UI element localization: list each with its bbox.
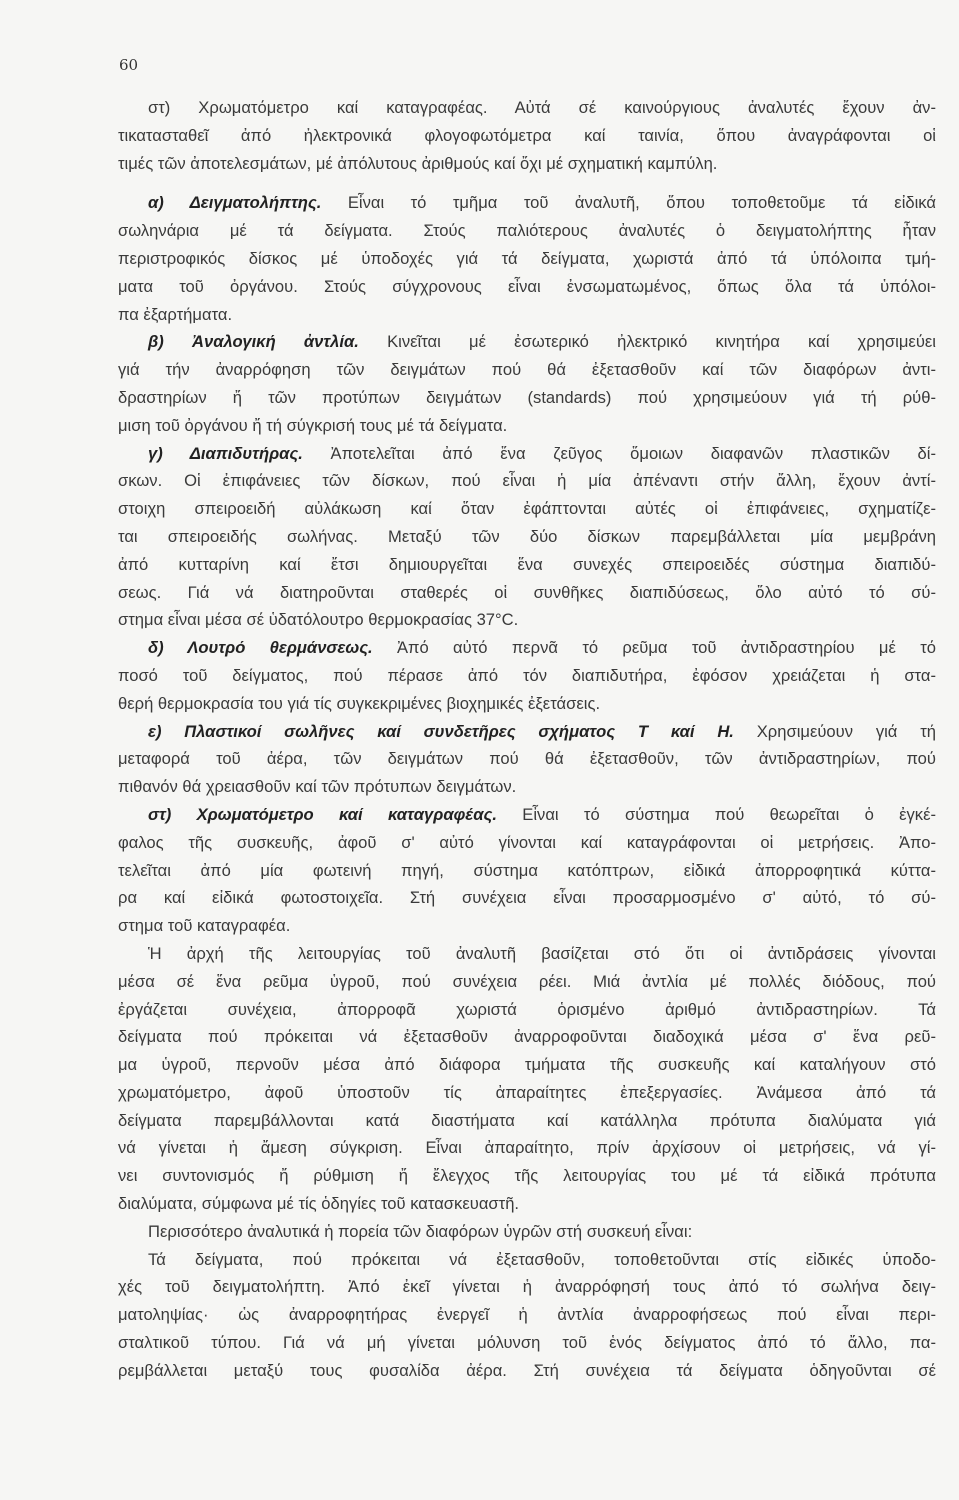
- line-text: μα ὑγροῦ, περνοῦν μέσα ἀπό διάφορα τμήματα τῆς συσκευῆς καί καταλήγουν στό: [118, 1055, 936, 1075]
- text-line: [118, 1023, 936, 1051]
- line-text: Περισσότερο ἀναλυτικά ἡ πορεία τῶν διαφόρων ὑγρῶν στή συσκευή εἶναι:: [148, 1221, 693, 1241]
- text-line: [118, 1162, 936, 1190]
- line-text: στοιχη σπειροειδή αὐλάκωση καί ὅταν ἐφάπτονται αὐτές οἱ ἐπιφάνειες, σχηματίζε-: [118, 499, 936, 519]
- line-text: μέσα σέ ἕνα ρεῦμα ὑγροῦ, πού συνέχεια ρέει. Μιά ἀντλία μέ πολλές διόδους, πού: [118, 971, 936, 991]
- text-line: [118, 94, 936, 122]
- line-text: ποσό τοῦ δείγματος, πού πέρασε ἀπό τόν διαπιδυτήρα, ἐφόσον χρειάζεται ἡ στα-: [118, 665, 936, 685]
- text-line: [118, 579, 936, 607]
- line-text: Κινεῖται μέ ἐσωτερικό ἠλεκτρικό κινητήρα καί χρησιμεύει: [358, 332, 936, 352]
- text-line: [118, 606, 936, 634]
- line-text: ἀπό κυτταρίνη καί ἔτσι δημιουργεῖται ἕνα συνεχές σπειροειδές σύστημα διαπιδύ-: [118, 554, 936, 574]
- text-line: [118, 718, 936, 746]
- line-text: χές τοῦ δειγματολήπτη. Ἀπό ἐκεῖ γίνεται ἡ ἀναρρόφησή τους ἀπό τό σωλήνα δειγ-: [118, 1277, 936, 1297]
- section-heading: ε) Πλαστικοί σωλῆνες καί συνδετῆρες σχήματος Τ καί Η.: [148, 721, 734, 741]
- text-line: [118, 150, 936, 178]
- line-text: ται σπειροειδής σωλήνας. Μεταξύ τῶν δύο δίσκων παρεμβάλλεται μία μεμβράνη: [118, 526, 936, 546]
- text-line: [118, 412, 936, 440]
- text-line: [118, 1273, 936, 1301]
- line-text: Ἡ ἀρχή τῆς λειτουργίας τοῦ ἀναλυτῆ βασίζεται στό ὅτι οἱ ἀντιδράσεις γίνονται: [148, 943, 936, 963]
- line-text: στημα εἶναι μέσα σέ ὑδατόλουτρο θερμοκρασίας 37°C.: [118, 610, 519, 630]
- text-line: [118, 467, 936, 495]
- line-text: χρωματόμετρο, ἀφοῦ ὑποστοῦν τίς ἀπαραίτητες ἐπεξεργασίες. Ἀνάμεσα ἀπό τά: [118, 1082, 936, 1102]
- line-text: σκων. Οἱ ἐπιφάνειες τῶν δίσκων, πού εἶναι ἡ μία ἀπέναντι στήν ἄλλη, ἔχουν ἀντί-: [118, 471, 936, 491]
- text-line: [118, 356, 936, 384]
- text-line: [118, 857, 936, 885]
- line-text: τελεῖται ἀπό μία φωτεινή πηγή, σύστημα κατόπτρων, εἰδικά ἀπορροφητικά κύττα-: [118, 860, 936, 880]
- line-text: πα ἐξαρτήματα.: [118, 304, 233, 324]
- line-text: περιστροφικός δίσκος μέ ὑποδοχές γιά τά δείγματα, χωριστά ἀπό τά ὑπόλοιπα τμή-: [118, 248, 936, 268]
- line-text: τιμές τῶν ἀποτελεσμάτων, μέ ἀπόλυτους ἀριθμούς καί ὄχι μέ σχηματική καμπύλη.: [118, 153, 718, 173]
- text-line: [118, 634, 936, 662]
- text-line: [118, 996, 936, 1024]
- text-line: [118, 495, 936, 523]
- line-text: νά γίνεται ἡ ἄμεση σύγκριση. Εἶναι ἀπαραίτητο, πρίν ἀρχίσουν οἱ μετρήσεις, νά γί-: [118, 1138, 936, 1158]
- text-line: [118, 1218, 936, 1246]
- text-line: [118, 1079, 936, 1107]
- line-text: δραστηρίων ἤ τῶν προτύπων δειγμάτων (standards) πού χρησιμεύουν γιά τή ρύθ-: [118, 387, 936, 407]
- line-text: σεως. Γιά νά διατηροῦνται σταθερές οἱ συνθῆκες διαπιδύσεως, ὅλο αὐτό τό σύ-: [118, 582, 936, 602]
- text-line: [118, 884, 936, 912]
- section-heading: δ) Λουτρό θερμάνσεως.: [148, 638, 373, 658]
- line-text: στ) Χρωματόμετρο καί καταγραφέας. Αὐτά σέ καινούργιους ἀναλυτές ἔχουν ἀν-: [148, 98, 936, 117]
- line-text: Τά δείγματα, πού πρόκειται νά ἐξετασθοῦν, τοποθετοῦνται στίς εἰδικές ὑποδο-: [148, 1249, 936, 1269]
- line-text: Εἶναι τό σύστημα πού θεωρεῖται ὁ ἐγκέ-: [496, 804, 937, 824]
- text-line: [118, 690, 936, 718]
- text-line: [118, 301, 936, 329]
- text-line: [118, 551, 936, 579]
- text-line: [118, 523, 936, 551]
- section-heading: στ) Χρωματόμετρο καί καταγραφέας.: [148, 804, 497, 824]
- line-text: στημα τοῦ καταγραφέα.: [118, 916, 291, 936]
- text-line: [118, 122, 936, 150]
- line-text: ἐργάζεται συνέχεια, ἀπορροφᾶ χωριστά ὁρισμένο ἀριθμό ἀντιδραστηρίων. Τά: [118, 999, 936, 1019]
- text-line: [118, 940, 936, 968]
- text-line: [118, 1107, 936, 1135]
- text-line: [118, 1301, 936, 1329]
- line-text: νει συντονισμός ἤ ρύθμιση ἤ ἔλεγχος τῆς λειτουργίας του μέ τά εἰδικά πρότυπα: [118, 1166, 936, 1186]
- section-heading: α) Δειγματολήπτης.: [148, 193, 322, 213]
- page-number: 60: [119, 56, 139, 74]
- line-text: θερή θερμοκρασία του γιά τίς συγκεκριμένες βιοχημικές ἐξετάσεις.: [118, 693, 601, 713]
- line-text: σταλτικοῦ τύπου. Γιά νά μή γίνεται μόλυνση τοῦ ἑνός δείγματος ἀπό τό ἄλλο, πα-: [118, 1333, 936, 1353]
- line-text: Ἀποτελεῖται ἀπό ἕνα ζεῦγος ὅμοιων διαφανῶν πλαστικῶν δί-: [302, 443, 937, 463]
- line-text: μεταφορά τοῦ ἀέρα, τῶν δειγμάτων πού θά ἐξετασθοῦν, τῶν ἀντιδραστηρίων, πού: [118, 749, 936, 769]
- text-line: [118, 801, 936, 829]
- line-text: πιθανόν θά χρειασθοῦν καί τῶν πρότυπων δειγμάτων.: [118, 777, 517, 797]
- text-line: [118, 273, 936, 301]
- text-line: [118, 189, 936, 217]
- text-line: [118, 1246, 936, 1274]
- line-text: Ἀπό αὐτό περνᾶ τό ρεῦμα τοῦ ἀντιδραστηρίου μέ τό: [372, 638, 936, 658]
- line-text: δείγματα παρεμβάλλονται κατά διαστήματα καί κατάλληλα πρότυπα διαλύματα γιά: [118, 1110, 936, 1130]
- line-text: ματοληψίας· ὡς ἀναρροφητήρας ἐνεργεῖ ἡ ἀντλία ἀναρροφήσεως πού εἶναι περι-: [118, 1305, 936, 1325]
- line-text: ρεμβάλλεται μεταξύ τους φυσαλίδα ἀέρα. Στή συνέχεια τά δείγματα ὁδηγοῦνται σέ: [118, 1360, 936, 1380]
- text-line: [118, 662, 936, 690]
- line-text: Χρησιμεύουν γιά τή: [733, 721, 936, 741]
- line-text: διαλύματα, σύμφωνα μέ τίς ὁδηγίες τοῦ κατασκευαστῆ.: [118, 1194, 520, 1214]
- line-text: γιά τήν ἀναρρόφηση τῶν δειγμάτων πού θά ἐξετασθοῦν καί τῶν διαφόρων ἀντι-: [118, 360, 936, 380]
- line-text: μιση τοῦ ὀργάνου ἤ τή σύγκρισή τους μέ τά δείγματα.: [118, 415, 508, 435]
- text-line: [118, 829, 936, 857]
- text-line: [118, 773, 936, 801]
- text-line: [118, 1357, 936, 1385]
- text-line: [118, 328, 936, 356]
- line-text: δείγματα πού πρόκειται νά ἐξετασθοῦν ἀναρροφοῦνται διαδοχικά μέσα σ' ἕνα ρεῦ-: [118, 1027, 936, 1047]
- line-text: σωληνάρια μέ τά δείγματα. Στούς παλιότερους ἀναλυτές ὁ δειγματολήπτης ἦταν: [118, 221, 936, 241]
- section-heading: β) Ἀναλογική ἀντλία.: [148, 332, 359, 352]
- text-line: [118, 217, 936, 245]
- line-text: ματα τοῦ ὀργάνου. Στούς σύγχρονους εἶναι ἐνσωματωμένος, ὅπως ὅλα τά ὑπόλοι-: [118, 276, 936, 296]
- text-line: [118, 1329, 936, 1357]
- text-line: [118, 245, 936, 273]
- text-line: [118, 440, 936, 468]
- text-line: [118, 745, 936, 773]
- line-text: φαλος τῆς συσκευῆς, ἀφοῦ σ' αὐτό γίνονται καί καταγράφονται οἱ μετρήσεις. Ἀπο-: [118, 832, 936, 852]
- text-line: [118, 384, 936, 412]
- line-text: τικατασταθεῖ ἀπό ἠλεκτρονικά φλογοφωτόμετρα καί ταινία, ὅπου ἀναγράφονται οἱ: [118, 125, 936, 145]
- text-line: [118, 1190, 936, 1218]
- text-line: [118, 912, 936, 940]
- body-text: [118, 94, 936, 1385]
- line-text: ρα καί εἰδικά φωτοστοιχεῖα. Στή συνέχεια εἶναι προσαρμοσμένο σ' αὐτό, τό σύ-: [118, 888, 936, 908]
- text-line: [118, 1134, 936, 1162]
- text-line: [118, 968, 936, 996]
- section-heading: γ) Διαπιδυτήρας.: [148, 443, 303, 463]
- line-text: Εἶναι τό τμῆμα τοῦ ἀναλυτῆ, ὅπου τοποθετοῦμε τά εἰδικά: [321, 193, 936, 213]
- text-line: [118, 1051, 936, 1079]
